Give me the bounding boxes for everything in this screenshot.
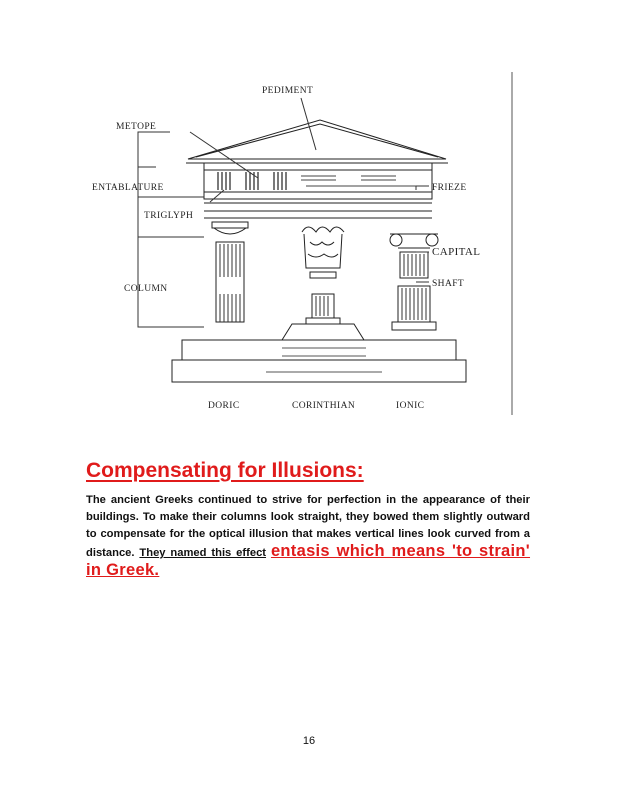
underlined-phrase: They named this effect: [139, 547, 267, 559]
paragraph-text: The ancient Greeks continued to strive for perfection in the appearance of their buildings. To make their columns look straight, they bowed them slightly outward to compensate for the optical illusion that makes vertical lines look curved from a distance.: [86, 494, 530, 559]
page-number: 16: [302, 735, 316, 747]
label-capital: CAPITAL: [432, 246, 481, 258]
label-metope: METOPE: [116, 122, 157, 132]
label-frieze: FRIEZE: [432, 183, 467, 193]
label-entablature: ENTABLATURE: [92, 183, 164, 193]
label-doric: DORIC: [208, 401, 240, 411]
label-column: COLUMN: [124, 284, 168, 294]
label-pediment: PEDIMENT: [262, 86, 314, 96]
label-shaft: SHAFT: [432, 279, 465, 289]
label-corinthian: CORINTHIAN: [292, 401, 356, 411]
section-paragraph: [86, 492, 530, 581]
section-heading: Compensating for Illusions:: [86, 459, 364, 482]
label-ionic: IONIC: [396, 401, 425, 411]
label-triglyph: TRIGLYPH: [144, 211, 194, 221]
greek-orders-diagram: [86, 72, 514, 415]
entasis-highlight: entasis which means 'to strain' in Greek.: [86, 542, 531, 579]
